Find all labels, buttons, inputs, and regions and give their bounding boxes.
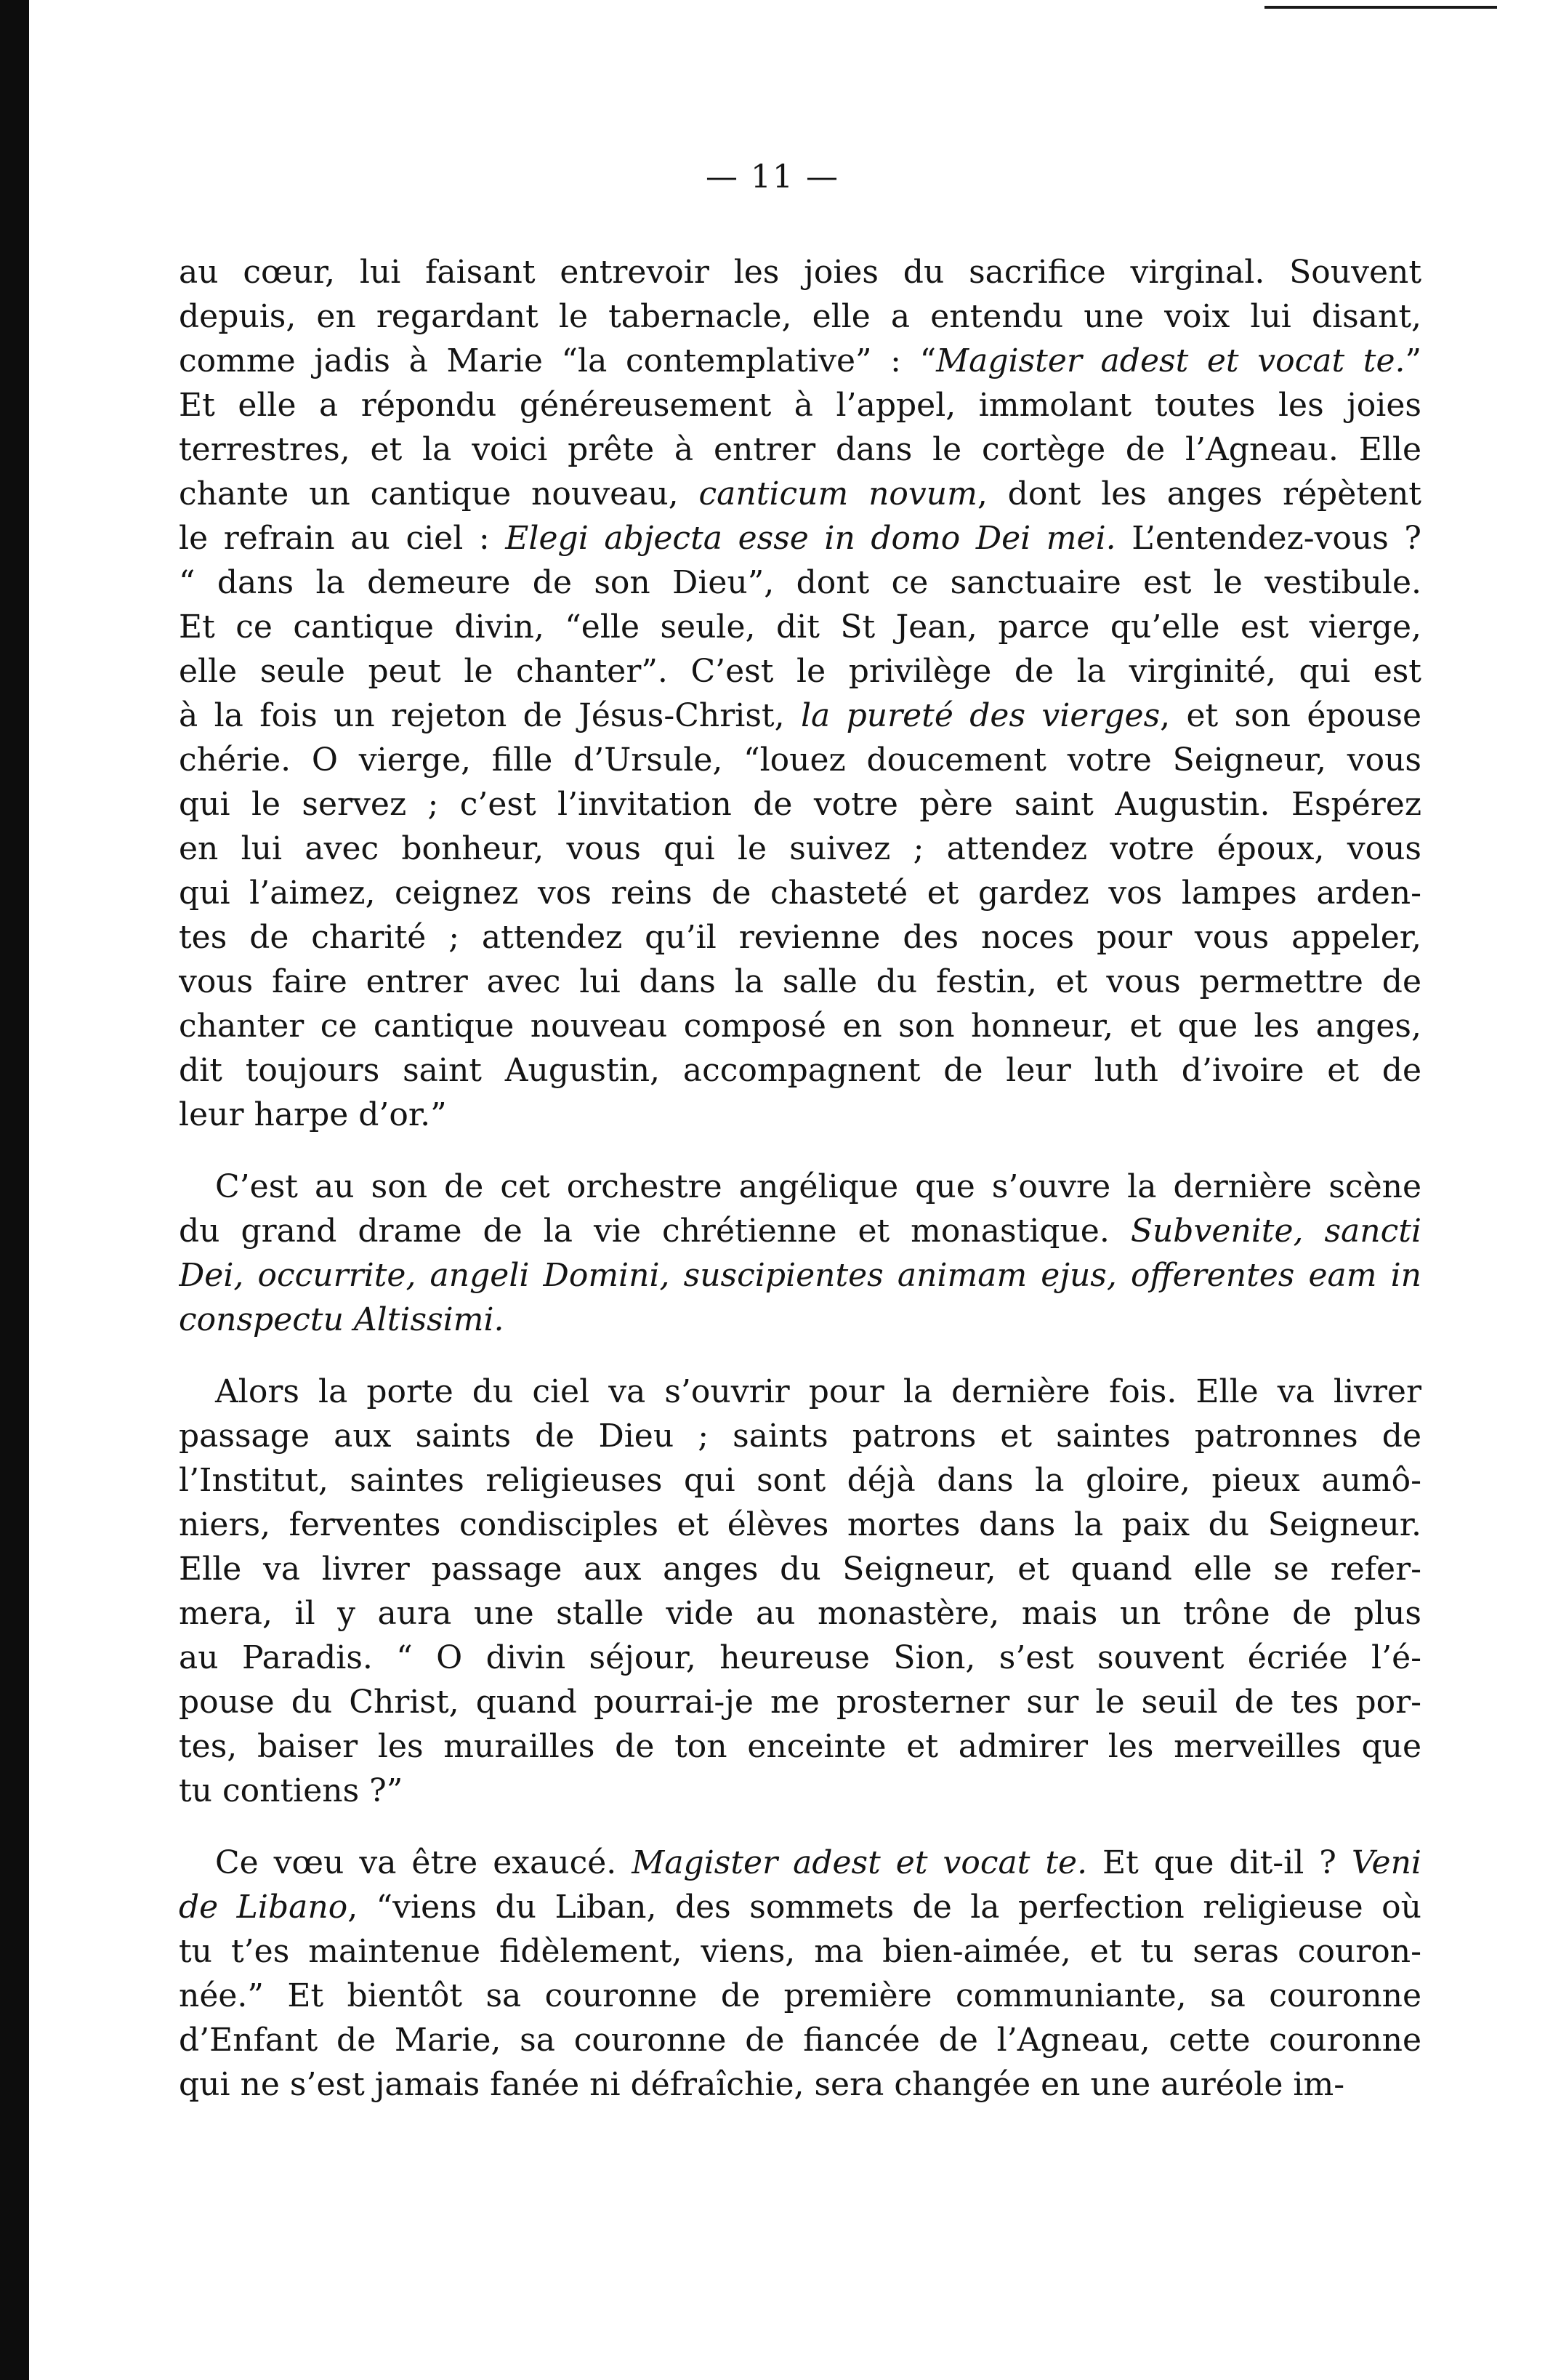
text-line <box>179 1680 1421 1724</box>
text-run: ” <box>1405 342 1421 379</box>
paragraph-gap <box>179 1137 1421 1165</box>
text-line <box>179 1724 1421 1769</box>
text-line <box>179 2062 1421 2107</box>
text-line <box>179 1253 1421 1298</box>
text-run: pouse du Christ, quand pourrai-je me prosterner sur le seuil de tes por- <box>179 1684 1421 1721</box>
text-run: Et elle a répondu généreusement à l’appel, immolant toutes les joies <box>179 387 1421 424</box>
text-line <box>179 605 1421 649</box>
text-line <box>179 1004 1421 1048</box>
text-run: le refrain au ciel : <box>179 520 506 557</box>
latin-quote: Veni <box>1351 1844 1421 1881</box>
latin-quote: Subvenite, sancti <box>1130 1213 1421 1250</box>
binding-shadow <box>0 0 29 2380</box>
text-line <box>179 827 1421 871</box>
text-line <box>179 1298 1421 1342</box>
text-run: , et son épouse <box>1160 697 1421 734</box>
text-line <box>179 294 1421 339</box>
text-line <box>179 1547 1421 1591</box>
text-line <box>179 1370 1421 1414</box>
text-run: , “viens du Liban, des sommets de la perfection religieuse où <box>347 1889 1421 1926</box>
text-run: au Paradis. “ O divin séjour, heureuse Sion, s’est souvent écriée l’é- <box>179 1639 1421 1676</box>
latin-quote: Magister adest et vocat te. <box>632 1844 1088 1881</box>
text-run: mera, il y aura une stalle vide au monastère, mais un trône de plus <box>179 1595 1421 1632</box>
text-run: du grand drame de la vie chrétienne et monastique. <box>179 1213 1131 1250</box>
text-line <box>179 1636 1421 1680</box>
text-run: chanter ce cantique nouveau composé en son honneur, et que les anges, <box>179 1008 1421 1045</box>
text-line <box>179 1769 1421 1813</box>
text-run: née.” Et bientôt sa couronne de première communiante, sa couronne <box>179 1977 1421 2014</box>
text-run: chante un cantique nouveau, <box>179 475 699 512</box>
page-number: — 11 — <box>706 158 839 196</box>
text-run: au cœur, lui faisant entrevoir les joies du sacrifice virginal. Souvent <box>179 254 1421 291</box>
text-line <box>179 1974 1421 2018</box>
paragraph <box>179 250 1421 1137</box>
latin-quote: de Libano <box>179 1889 348 1926</box>
text-line <box>179 339 1421 383</box>
text-run: dit toujours saint Augustin, accompagnent de leur luth d’ivoire et de <box>179 1052 1421 1089</box>
paragraph <box>179 1165 1421 1342</box>
text-run: l’Institut, saintes religieuses qui sont déjà dans la gloire, pieux aumô- <box>179 1462 1421 1499</box>
text-line <box>179 1048 1421 1093</box>
text-run: passage aux saints de Dieu ; saints patrons et saintes patronnes de <box>179 1418 1421 1455</box>
paragraph <box>179 1841 1421 2107</box>
text-line <box>179 1414 1421 1458</box>
text-run: Elle va livrer passage aux anges du Seigneur, et quand elle se refer- <box>179 1551 1421 1588</box>
text-line <box>179 1885 1421 1929</box>
text-line <box>179 1209 1421 1253</box>
paragraph-gap <box>179 1342 1421 1370</box>
paragraph-gap <box>179 1813 1421 1841</box>
text-line <box>179 694 1421 738</box>
text-run: tu t’es maintenue fidèlement, viens, ma bien-aimée, et tu seras couron- <box>179 1933 1421 1970</box>
text-line <box>179 1165 1421 1209</box>
text-line <box>179 649 1421 694</box>
text-run: Alors la porte du ciel va s’ouvrir pour la dernière fois. Elle va livrer <box>215 1373 1421 1410</box>
text-run: tes de charité ; attendez qu’il revienne des noces pour vous appeler, <box>179 919 1421 956</box>
text-line <box>179 472 1421 516</box>
text-run: tes, baiser les murailles de ton enceinte et admirer les merveilles que <box>179 1728 1421 1765</box>
latin-quote: la pureté des vierges <box>800 697 1161 734</box>
text-run: Et que dit-il ? <box>1087 1844 1352 1881</box>
text-run: C’est au son de cet orchestre angélique que s’ouvre la dernière scène <box>215 1168 1421 1205</box>
text-run: L’entendez-vous ? <box>1116 520 1421 557</box>
latin-quote: Dei, occurrite, angeli Domini, suscipientes animam ejus, offerentes eam in <box>179 1257 1421 1294</box>
body-text <box>179 250 1421 2107</box>
text-run: en lui avec bonheur, vous qui le suivez ; attendez votre époux, vous <box>179 830 1421 867</box>
text-line <box>179 738 1421 782</box>
text-line <box>179 560 1421 605</box>
text-line <box>179 427 1421 472</box>
text-run: vous faire entrer avec lui dans la salle du festin, et vous permettre de <box>179 963 1421 1000</box>
text-line <box>179 516 1421 560</box>
text-run: leur harpe d’or.” <box>179 1096 447 1133</box>
latin-quote: canticum novum <box>698 475 977 512</box>
text-line <box>179 915 1421 960</box>
text-line <box>179 250 1421 294</box>
text-run: qui l’aimez, ceignez vos reins de chasteté et gardez vos lampes arden- <box>179 875 1421 912</box>
top-rule <box>1264 6 1497 9</box>
text-run: comme jadis à Marie “la contemplative” : “ <box>179 342 937 379</box>
text-run: tu contiens ?” <box>179 1772 403 1809</box>
paragraph <box>179 1370 1421 1813</box>
text-line <box>179 2018 1421 2062</box>
latin-quote: Elegi abjecta esse in domo Dei mei. <box>505 520 1116 557</box>
text-run: niers, ferventes condisciples et élèves mortes dans la paix du Seigneur. <box>179 1506 1421 1543</box>
text-line <box>179 871 1421 915</box>
text-run: elle seule peut le chanter”. C’est le privilège de la virginité, qui est <box>179 653 1421 690</box>
text-run: , dont les anges répètent <box>977 475 1421 512</box>
text-run: depuis, en regardant le tabernacle, elle a entendu une voix lui disant, <box>179 298 1421 335</box>
latin-quote: Magister adest et vocat te. <box>936 342 1405 379</box>
text-line <box>179 1591 1421 1636</box>
text-run: Et ce cantique divin, “elle seule, dit St Jean, parce qu’elle est vierge, <box>179 608 1421 646</box>
text-run: Ce vœu va être exaucé. <box>215 1844 632 1881</box>
text-line <box>179 1503 1421 1547</box>
text-run: terrestres, et la voici prête à entrer dans le cortège de l’Agneau. Elle <box>179 431 1421 468</box>
text-run: chérie. O vierge, fille d’Ursule, “louez doucement votre Seigneur, vous <box>179 741 1421 779</box>
text-line <box>179 1458 1421 1503</box>
text-line <box>179 782 1421 827</box>
latin-quote: conspectu Altissimi. <box>179 1301 504 1338</box>
text-run: qui le servez ; c’est l’invitation de votre père saint Augustin. Espérez <box>179 786 1421 823</box>
text-line <box>179 383 1421 427</box>
text-run: qui ne s’est jamais fanée ni défraîchie, sera changée en une auréole im- <box>179 2066 1345 2103</box>
text-line <box>179 1093 1421 1137</box>
text-line <box>179 1929 1421 1974</box>
text-run: d’Enfant de Marie, sa couronne de fiancée de l’Agneau, cette couronne <box>179 2022 1421 2059</box>
text-line <box>179 1841 1421 1885</box>
text-run: “ dans la demeure de son Dieu”, dont ce sanctuaire est le vestibule. <box>179 564 1421 601</box>
text-run: à la fois un rejeton de Jésus-Christ, <box>179 697 801 734</box>
text-line <box>179 960 1421 1004</box>
